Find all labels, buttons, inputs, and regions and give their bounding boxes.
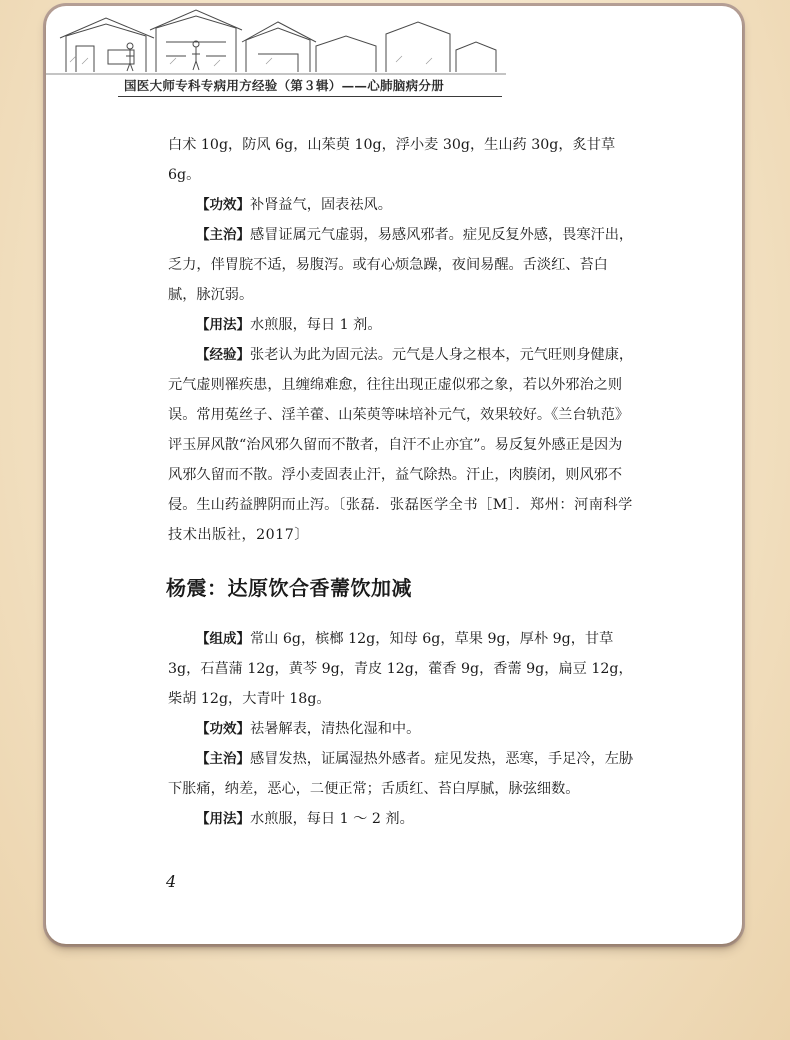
page-number: 4 bbox=[166, 872, 177, 891]
paragraph-tag: 【用法】 bbox=[196, 317, 250, 333]
paragraph bbox=[168, 190, 634, 220]
paragraph-tag: 【功效】 bbox=[196, 197, 250, 213]
running-head: 国医大师专科专病用方经验（第３辑）——心肺脑病分册 bbox=[124, 78, 445, 93]
paragraph bbox=[168, 220, 634, 310]
paragraph-tag: 【主治】 bbox=[196, 227, 250, 243]
header-illustration bbox=[46, 6, 742, 76]
book-page bbox=[46, 6, 742, 944]
paragraph-tag: 【功效】 bbox=[196, 721, 250, 737]
paragraph-text: 感冒证属元气虚弱，易感风邪者。症见反复外感，畏寒汗出，乏力，伴胃脘不适，易腹泻。或有心烦急躁，夜间易醒。舌淡红、苔白腻，脉沉弱。 bbox=[168, 227, 634, 303]
reference-citation: 〔张磊．张磊医学全书［M］．郑州：河南科学技术出版社，2017〕 bbox=[168, 497, 633, 543]
paragraph bbox=[168, 340, 634, 550]
paragraph bbox=[168, 744, 634, 804]
paragraph-tag: 【主治】 bbox=[196, 751, 250, 767]
paragraph-tag: 【经验】 bbox=[196, 347, 250, 363]
paragraph-tag: 【组成】 bbox=[196, 631, 250, 647]
paragraph-text: 祛暑解表，清热化湿和中。 bbox=[250, 721, 421, 737]
paragraph-text: 水煎服，每日 1 ～ 2 剂。 bbox=[250, 811, 414, 827]
paragraph bbox=[168, 804, 634, 834]
paragraph bbox=[168, 624, 634, 714]
paragraph bbox=[168, 714, 634, 744]
paragraph-text: 常山 6g，槟榔 12g，知母 6g，草果 9g，厚朴 9g，甘草 3g，石菖蒲 12g，黄芩 9g，青皮 12g，藿香 9g，香薷 9g，扁豆 12g，柴胡 12g，大青叶 18g。 bbox=[168, 631, 633, 707]
section-1-body bbox=[168, 130, 634, 550]
paragraph-text: 白术 10g，防风 6g，山茱萸 10g，浮小麦 30g，生山药 30g，炙甘草 6g。 bbox=[168, 137, 616, 183]
section-2-body bbox=[168, 624, 634, 834]
paragraph bbox=[168, 310, 634, 340]
paragraph-text: 张老认为此为固元法。元气是人身之根本，元气旺则身健康，元气虚则罹疾患，且缠绵难愈，往往出现正虚似邪之象，若以外邪治之则误。常用菟丝子、淫羊藿、山茱萸等味培补元气，效果较好。《兰台轨范》评玉屏风散“治风邪久留而不散者，自汗不止亦宜”。易反复外感正是因为风邪久留而不散。浮小麦固表止汗，益气除热。汗止，肉腠闭，则风邪不侵。生山药益脾阴而止泻。 bbox=[168, 347, 634, 513]
section-title: 杨震：达原饮合香薷饮加减 bbox=[166, 576, 412, 600]
paragraph-tag: 【用法】 bbox=[196, 811, 250, 827]
paragraph-text: 补肾益气，固表祛风。 bbox=[250, 197, 392, 213]
paragraph-text: 感冒发热，证属湿热外感者。症见发热，恶寒，手足冷，左胁下胀痛，纳差，恶心，二便正常；舌质红、苔白厚腻，脉弦细数。 bbox=[168, 751, 634, 797]
paragraph-text: 水煎服，每日 1 剂。 bbox=[250, 317, 382, 333]
header-rule bbox=[118, 96, 502, 97]
paragraph bbox=[168, 130, 634, 190]
